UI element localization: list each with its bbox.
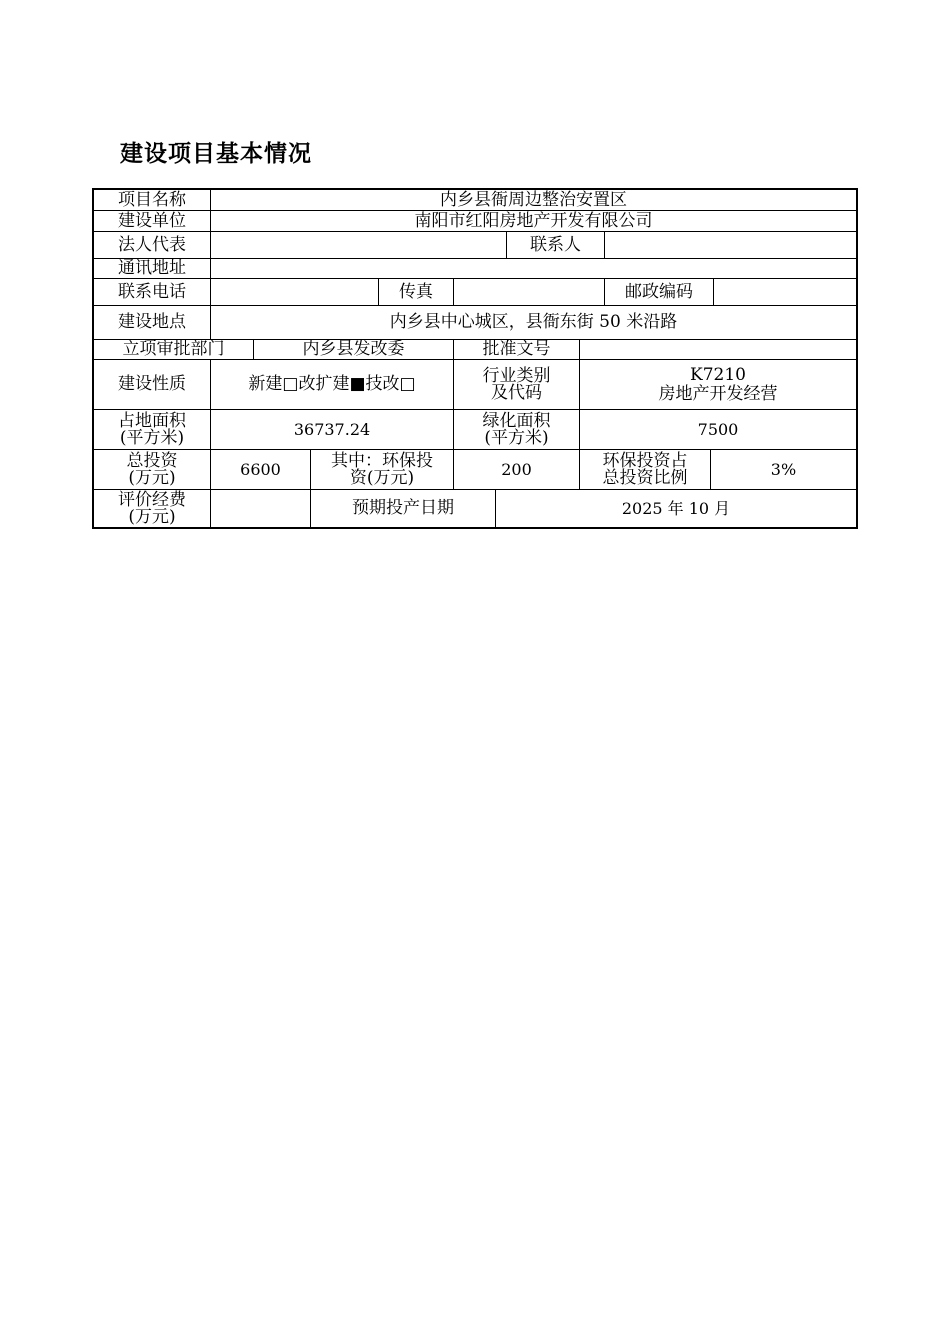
value-project-name: 内乡县衙周边整治安置区 — [440, 189, 627, 210]
label-nature: 建设性质 — [118, 374, 186, 394]
value-fax — [454, 279, 604, 305]
label-production-date: 预期投产日期 — [352, 498, 454, 518]
value-production-date: 2025 年 10 月 — [621, 499, 731, 518]
label-eval-fee — [94, 490, 210, 527]
label-approval-dept: 立项审批部门 — [122, 339, 225, 359]
value-industry-code: K7210 — [690, 364, 746, 385]
value-green-area: 7500 — [697, 420, 739, 439]
label-land-area-line2: (平方米) — [119, 427, 185, 448]
value-nature: 新建□改扩建■技改□ — [248, 374, 416, 394]
label-land-area-line1: 占地面积 — [118, 410, 186, 431]
page-title: 建设项目基本情况 — [120, 141, 312, 167]
label-env-ratio-line1: 环保投资占 — [602, 450, 688, 471]
label-construction-unit: 建设单位 — [118, 210, 186, 231]
label-address: 通讯地址 — [118, 258, 186, 278]
label-fax: 传真 — [399, 281, 433, 302]
label-env-ratio-line2: 总投资比例 — [602, 467, 688, 488]
value-industry-name: 房地产开发经营 — [658, 383, 778, 404]
label-eval-fee-line2: (万元) — [128, 506, 176, 527]
value-env-invest: 200 — [501, 460, 532, 479]
label-env-ratio — [580, 450, 710, 489]
label-project-name: 项目名称 — [118, 189, 186, 210]
value-postal-code — [714, 279, 856, 305]
label-land-area — [94, 410, 210, 449]
label-contact-person: 联系人 — [530, 234, 581, 255]
label-eval-fee-line1: 评价经费 — [118, 489, 186, 510]
label-env-invest-line1: 其中：环保投 — [331, 450, 433, 471]
value-approval-dept: 内乡县发改委 — [302, 339, 405, 359]
label-postal-code: 邮政编码 — [625, 281, 693, 302]
value-address — [211, 259, 856, 278]
value-env-ratio: 3% — [770, 460, 797, 479]
label-industry-line1: 行业类别 — [482, 365, 551, 386]
label-approval-no: 批准文号 — [482, 339, 551, 359]
project-info-table — [92, 188, 858, 529]
value-legal-rep — [211, 232, 506, 258]
value-location: 内乡县中心城区，县衙东街 50 米沿路 — [389, 312, 678, 332]
value-land-area: 36737.24 — [293, 420, 371, 439]
label-green-area — [454, 410, 579, 449]
value-total-invest: 6600 — [240, 460, 281, 479]
value-contact-person — [605, 232, 856, 258]
value-industry — [580, 360, 856, 409]
value-phone — [211, 279, 378, 305]
label-legal-rep: 法人代表 — [118, 234, 186, 255]
label-green-area-line1: 绿化面积 — [482, 410, 551, 431]
value-construction-unit: 南阳市红阳房地产开发有限公司 — [414, 210, 653, 231]
label-green-area-line2: (平方米) — [484, 427, 549, 448]
label-env-invest-line2: 资(万元) — [349, 467, 415, 488]
label-industry-line2: 及代码 — [491, 382, 542, 403]
label-industry — [454, 360, 579, 409]
label-env-invest — [311, 450, 453, 489]
label-total-invest — [94, 450, 210, 489]
value-eval-fee — [211, 490, 310, 527]
value-approval-no — [580, 340, 856, 359]
label-total-invest-line1: 总投资 — [126, 450, 178, 471]
label-phone: 联系电话 — [118, 281, 186, 302]
label-location: 建设地点 — [118, 312, 186, 332]
label-total-invest-line2: (万元) — [128, 467, 176, 488]
